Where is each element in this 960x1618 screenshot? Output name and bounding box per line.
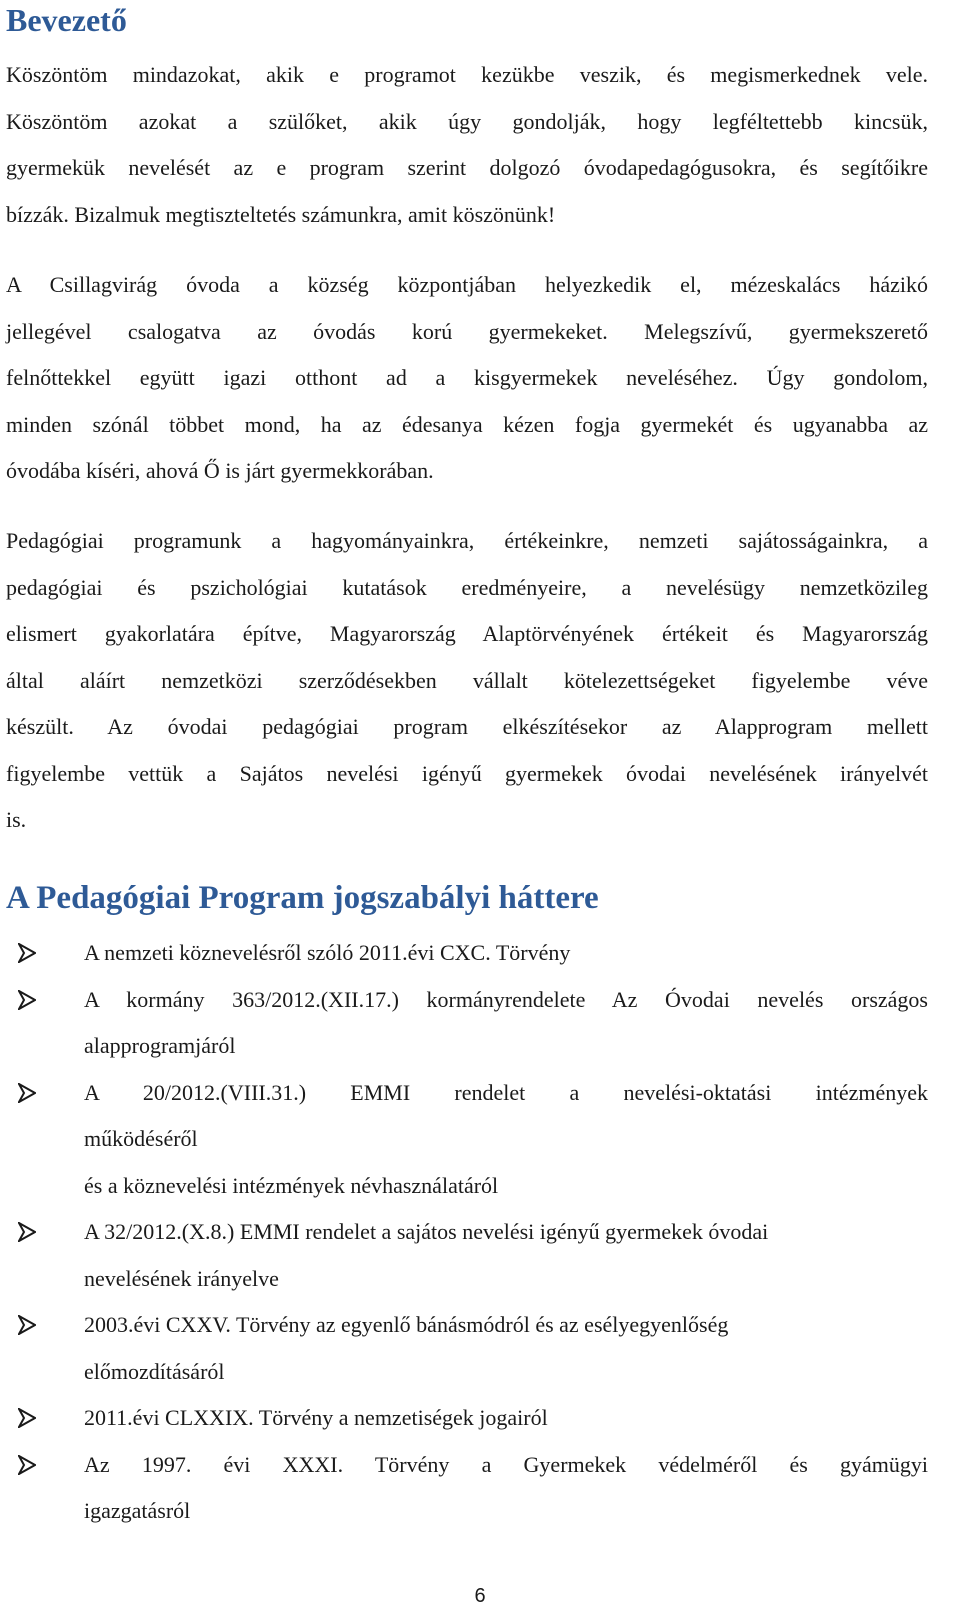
- paragraph-line: minden szónál többet mond, ha az édesanya kézen fogja gyermekét és ugyanabba az: [6, 411, 928, 437]
- intro-paragraph-1: [6, 52, 928, 238]
- paragraph-line: pedagógiai és pszichológiai kutatások eredményeire, a nevelésügy nemzetközileg: [6, 574, 928, 600]
- intro-paragraph-2: [6, 262, 928, 495]
- arrowhead-bullet-icon: [18, 1302, 48, 1348]
- intro-paragraph-3: [6, 518, 928, 844]
- list-item: [6, 977, 928, 1070]
- list-item-line: A nemzeti köznevelésről szóló 2011.évi CXC. Törvény: [84, 940, 571, 965]
- list-item: [6, 1209, 928, 1302]
- list-item-line: Az 1997. évi XXXI. Törvény a Gyermekek védelméről és gyámügyi: [84, 1451, 928, 1477]
- list-item: [6, 1070, 928, 1210]
- paragraph-line: elismert gyakorlatára építve, Magyarország Alaptörvényének értékeit és Magyarország: [6, 621, 928, 646]
- arrowhead-bullet-icon: [18, 1209, 48, 1255]
- paragraph-line: gyermekük nevelését az e program szerint dolgozó óvodapedagógusokra, és segítőikre: [6, 155, 928, 180]
- list-item-line: A 20/2012.(VIII.31.) EMMI rendelet a nevelési-oktatási intézmények: [84, 1079, 928, 1105]
- list-item: [6, 1395, 928, 1442]
- list-item-line: A 32/2012.(X.8.) EMMI rendelet a sajátos nevelési igényű gyermekek óvodai: [84, 1219, 769, 1244]
- paragraph-line: felnőttekkel együtt igazi otthont ad a kisgyermekek neveléséhez. Úgy gondolom,: [6, 365, 928, 390]
- paragraph-line: figyelembe vettük a Sajátos nevelési igényű gyermekek óvodai nevelésének irányelvét: [6, 760, 928, 786]
- list-item-line: és a köznevelési intézmények névhasználatáról: [84, 1172, 499, 1198]
- arrowhead-bullet-icon: [18, 1442, 48, 1488]
- page-number: 6: [474, 1585, 486, 1607]
- heading-bevezeto: Bevezető: [6, 2, 127, 38]
- paragraph-line: által aláírt nemzetközi szerződésekben vállalt kötelezettségeket figyelembe véve: [6, 667, 928, 693]
- heading-jogszabalyi-hattere: A Pedagógiai Program jogszabályi háttere: [6, 880, 599, 916]
- list-item-line: A kormány 363/2012.(XII.17.) kormányrendelete Az Óvodai nevelés országos: [84, 986, 928, 1012]
- paragraph-line: óvodába kíséri, ahová Ő is járt gyermekkorában.: [6, 458, 434, 483]
- list-item: [6, 930, 928, 977]
- list-item: [6, 1442, 928, 1535]
- paragraph-line: Pedagógiai programunk a hagyományainkra, értékeinkre, nemzeti sajátosságainkra, a: [6, 528, 928, 553]
- paragraph-line: bízzák. Bizalmuk megtiszteltetés számunkra, amit köszönünk!: [6, 201, 556, 227]
- arrowhead-bullet-icon: [18, 1070, 48, 1116]
- list-item-line: nevelésének irányelve: [84, 1265, 279, 1291]
- list-item-line: igazgatásról: [84, 1498, 191, 1523]
- paragraph-line: Köszöntöm mindazokat, akik e programot kezükbe veszik, és megismerkednek vele.: [6, 62, 928, 87]
- legal-basis-list: [6, 930, 928, 1535]
- paragraph-line: készült. Az óvodai pedagógiai program elkészítésekor az Alapprogram mellett: [6, 714, 928, 739]
- arrowhead-bullet-icon: [18, 930, 48, 976]
- list-item-line: alapprogramjáról: [84, 1033, 236, 1058]
- list-item-line: előmozdításáról: [84, 1358, 225, 1384]
- paragraph-line: jellegével csalogatva az óvodás korú gyermekeket. Melegszívű, gyermekszerető: [6, 318, 928, 344]
- list-item-line: 2011.évi CLXXIX. Törvény a nemzetiségek jogairól: [84, 1405, 548, 1430]
- paragraph-line: Köszöntöm azokat a szülőket, akik úgy gondolják, hogy legféltettebb kincsük,: [6, 108, 928, 134]
- list-item: [6, 1302, 928, 1395]
- paragraph-line: is.: [6, 807, 27, 832]
- list-item-line: működéséről: [84, 1126, 198, 1151]
- arrowhead-bullet-icon: [18, 1395, 48, 1441]
- list-item-line: 2003.évi CXXV. Törvény az egyenlő bánásmódról és az esélyegyenlőség: [84, 1312, 729, 1337]
- arrowhead-bullet-icon: [18, 977, 48, 1023]
- paragraph-line: A Csillagvirág óvoda a község központjában helyezkedik el, mézeskalács házikó: [6, 272, 928, 297]
